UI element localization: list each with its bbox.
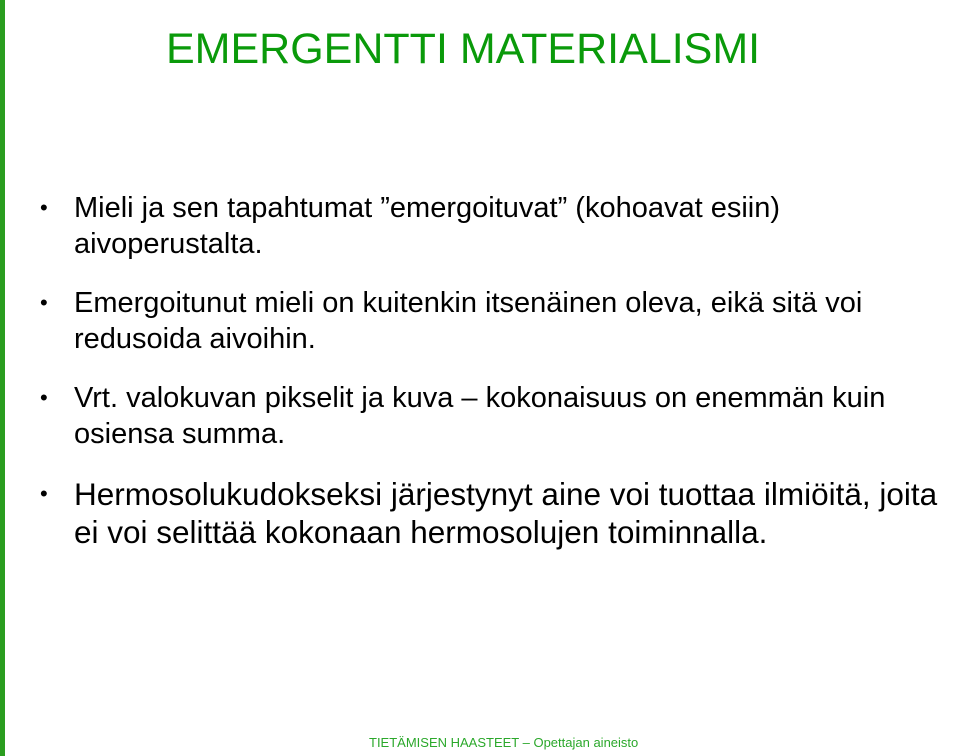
bullet-item: [40, 190, 952, 262]
bullet-list: [40, 190, 952, 551]
left-accent-bar: [0, 0, 5, 756]
slide-footer: TIETÄMISEN HAASTEET – Opettajan aineisto: [369, 735, 639, 750]
bullet-item: [40, 475, 952, 551]
bullet-dot-icon: •: [40, 481, 48, 506]
bullet-text: Emergoitunut mieli on kuitenkin itsenäinen oleva, eikä sitä voi redusoida aivoihin.: [74, 287, 863, 355]
bullet-dot-icon: •: [40, 290, 48, 315]
slide-title: EMERGENTTI MATERIALISMI: [166, 25, 761, 73]
bullet-text: Vrt. valokuvan pikselit ja kuva – kokonaisuus on enemmän kuin osiensa summa.: [74, 382, 886, 450]
bullet-dot-icon: •: [40, 195, 48, 220]
bullet-dot-icon: •: [40, 385, 48, 410]
bullet-text: Hermosolukudokseksi järjestynyt aine voi tuottaa ilmiöitä, joita ei voi selittää kokonaan hermosolujen toiminnalla.: [74, 476, 938, 550]
bullet-item: [40, 285, 952, 357]
bullet-item: [40, 380, 952, 452]
bullet-text: Mieli ja sen tapahtumat ”emergoituvat” (kohoavat esiin) aivoperustalta.: [74, 192, 780, 260]
